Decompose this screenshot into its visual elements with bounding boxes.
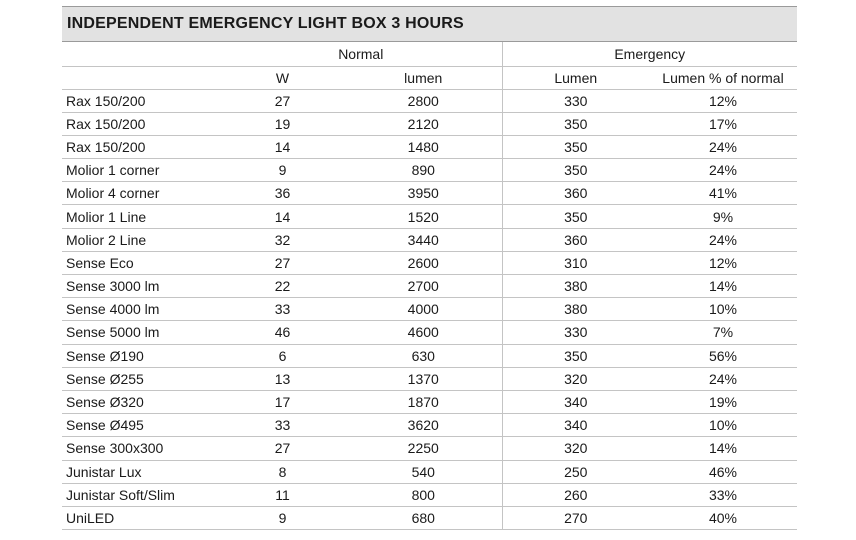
table-row	[62, 437, 797, 460]
value-cell: 2120	[345, 112, 502, 135]
value-cell: 360	[502, 182, 649, 205]
table-row	[62, 112, 797, 135]
table-row	[62, 135, 797, 158]
value-cell: 2800	[345, 89, 502, 112]
table-body	[62, 89, 797, 530]
value-cell: 310	[502, 251, 649, 274]
value-cell: 2700	[345, 275, 502, 298]
table-row	[62, 460, 797, 483]
value-cell: 3950	[345, 182, 502, 205]
product-name-cell: Sense Ø255	[62, 367, 220, 390]
value-cell: 360	[502, 228, 649, 251]
value-cell: 380	[502, 298, 649, 321]
table-row	[62, 228, 797, 251]
value-cell: 19%	[649, 390, 797, 413]
table-title: INDEPENDENT EMERGENCY LIGHT BOX 3 HOURS	[62, 6, 797, 42]
value-cell: 24%	[649, 135, 797, 158]
value-cell: 33%	[649, 483, 797, 506]
value-cell: 7%	[649, 321, 797, 344]
value-cell: 27	[220, 89, 345, 112]
table-row	[62, 298, 797, 321]
value-cell: 46%	[649, 460, 797, 483]
group-header-emergency: Emergency	[502, 42, 797, 66]
value-cell: 33	[220, 298, 345, 321]
table-row	[62, 483, 797, 506]
value-cell: 250	[502, 460, 649, 483]
value-cell: 6	[220, 344, 345, 367]
value-cell: 14%	[649, 437, 797, 460]
product-name-cell: Molior 4 corner	[62, 182, 220, 205]
value-cell: 4600	[345, 321, 502, 344]
product-name-cell: Molior 1 corner	[62, 159, 220, 182]
value-cell: 680	[345, 506, 502, 529]
product-name-cell: Sense Eco	[62, 251, 220, 274]
table-row	[62, 205, 797, 228]
value-cell: 4000	[345, 298, 502, 321]
column-header-lumen: lumen	[345, 66, 502, 89]
product-name-cell: Sense Ø190	[62, 344, 220, 367]
product-name-cell: UniLED	[62, 506, 220, 529]
value-cell: 1520	[345, 205, 502, 228]
product-name-cell: Junistar Lux	[62, 460, 220, 483]
value-cell: 270	[502, 506, 649, 529]
value-cell: 350	[502, 205, 649, 228]
value-cell: 9%	[649, 205, 797, 228]
value-cell: 13	[220, 367, 345, 390]
value-cell: 340	[502, 390, 649, 413]
value-cell: 41%	[649, 182, 797, 205]
product-name-cell: Molior 2 Line	[62, 228, 220, 251]
table-row	[62, 159, 797, 182]
value-cell: 14	[220, 135, 345, 158]
value-cell: 11	[220, 483, 345, 506]
product-name-cell: Sense 3000 lm	[62, 275, 220, 298]
product-name-cell: Junistar Soft/Slim	[62, 483, 220, 506]
value-cell: 380	[502, 275, 649, 298]
table-row	[62, 506, 797, 529]
value-cell: 540	[345, 460, 502, 483]
value-cell: 320	[502, 437, 649, 460]
value-cell: 56%	[649, 344, 797, 367]
value-cell: 10%	[649, 298, 797, 321]
value-cell: 2600	[345, 251, 502, 274]
product-name-cell: Rax 150/200	[62, 89, 220, 112]
value-cell: 36	[220, 182, 345, 205]
value-cell: 17%	[649, 112, 797, 135]
value-cell: 3440	[345, 228, 502, 251]
product-name-cell: Molior 1 Line	[62, 205, 220, 228]
column-header-lumen-of-normal: Lumen % of normal	[649, 66, 797, 89]
value-cell: 350	[502, 112, 649, 135]
value-cell: 800	[345, 483, 502, 506]
table-row	[62, 275, 797, 298]
value-cell: 630	[345, 344, 502, 367]
column-header-product	[62, 66, 220, 89]
value-cell: 22	[220, 275, 345, 298]
data-table	[62, 42, 797, 530]
column-header-row	[62, 66, 797, 89]
value-cell: 40%	[649, 506, 797, 529]
value-cell: 19	[220, 112, 345, 135]
value-cell: 330	[502, 89, 649, 112]
product-name-cell: Sense 300x300	[62, 437, 220, 460]
column-header-w: W	[220, 66, 345, 89]
table-row	[62, 367, 797, 390]
product-name-cell: Sense Ø320	[62, 390, 220, 413]
value-cell: 10%	[649, 414, 797, 437]
table-row	[62, 182, 797, 205]
value-cell: 12%	[649, 251, 797, 274]
table-row	[62, 251, 797, 274]
value-cell: 14	[220, 205, 345, 228]
value-cell: 9	[220, 159, 345, 182]
table-row	[62, 321, 797, 344]
value-cell: 340	[502, 414, 649, 437]
column-header-lumen: Lumen	[502, 66, 649, 89]
table-row	[62, 344, 797, 367]
value-cell: 46	[220, 321, 345, 344]
value-cell: 24%	[649, 367, 797, 390]
group-header-row	[62, 42, 797, 66]
product-name-cell: Sense Ø495	[62, 414, 220, 437]
value-cell: 350	[502, 159, 649, 182]
table-row	[62, 414, 797, 437]
group-header-normal: Normal	[220, 42, 502, 66]
value-cell: 27	[220, 251, 345, 274]
value-cell: 8	[220, 460, 345, 483]
product-name-cell: Rax 150/200	[62, 135, 220, 158]
emergency-light-table	[62, 6, 797, 530]
product-name-cell: Rax 150/200	[62, 112, 220, 135]
value-cell: 27	[220, 437, 345, 460]
value-cell: 17	[220, 390, 345, 413]
value-cell: 350	[502, 135, 649, 158]
value-cell: 12%	[649, 89, 797, 112]
value-cell: 32	[220, 228, 345, 251]
value-cell: 24%	[649, 159, 797, 182]
value-cell: 3620	[345, 414, 502, 437]
value-cell: 2250	[345, 437, 502, 460]
value-cell: 33	[220, 414, 345, 437]
table-row	[62, 390, 797, 413]
value-cell: 9	[220, 506, 345, 529]
value-cell: 14%	[649, 275, 797, 298]
value-cell: 1870	[345, 390, 502, 413]
value-cell: 890	[345, 159, 502, 182]
value-cell: 260	[502, 483, 649, 506]
value-cell: 1370	[345, 367, 502, 390]
group-header-blank	[62, 42, 220, 66]
table-row	[62, 89, 797, 112]
product-name-cell: Sense 4000 lm	[62, 298, 220, 321]
product-name-cell: Sense 5000 lm	[62, 321, 220, 344]
value-cell: 320	[502, 367, 649, 390]
value-cell: 330	[502, 321, 649, 344]
value-cell: 24%	[649, 228, 797, 251]
value-cell: 350	[502, 344, 649, 367]
value-cell: 1480	[345, 135, 502, 158]
